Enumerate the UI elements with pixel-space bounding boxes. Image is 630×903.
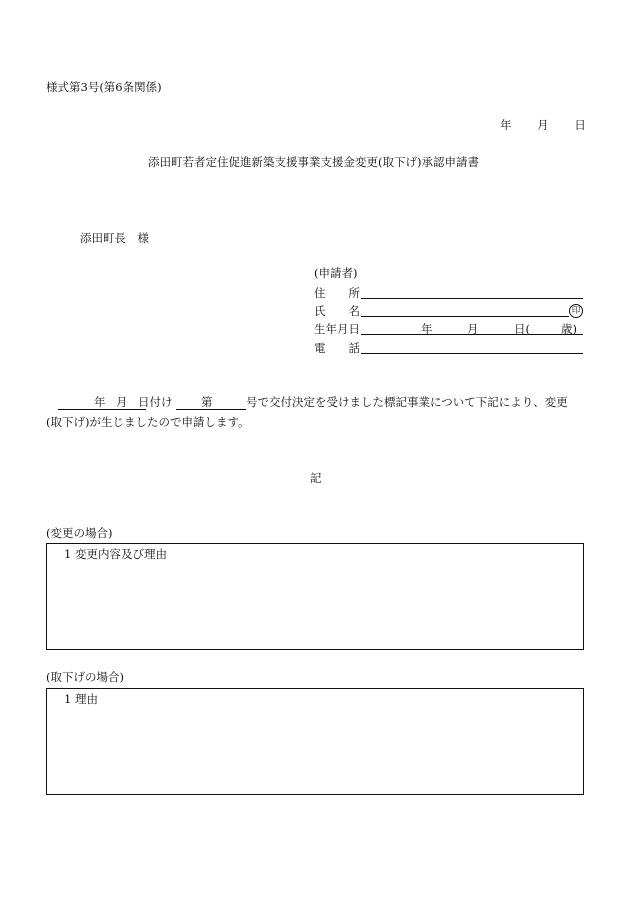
- birth-year: 年: [421, 322, 433, 336]
- date-line: [500, 120, 586, 132]
- change-box[interactable]: [46, 543, 584, 650]
- body-year: 年: [94, 395, 106, 409]
- document-title: 添田町若者定住促進新築支援事業支援金変更(取下げ)承認申請書: [148, 155, 479, 169]
- birth-day: 日(: [514, 322, 530, 336]
- body-line-1: [58, 397, 568, 410]
- body-day: 日付け: [138, 395, 173, 409]
- change-section-heading: (変更の場合): [46, 526, 113, 540]
- address-field[interactable]: [361, 298, 583, 299]
- date-year: 年: [500, 118, 512, 132]
- withdraw-box[interactable]: [46, 688, 584, 795]
- seal-mark: [569, 304, 583, 318]
- change-item: 1 変更内容及び理由: [64, 547, 167, 561]
- addressee: 添田町長 様: [80, 231, 149, 245]
- phone-field[interactable]: [361, 353, 583, 354]
- body-go-text: 号で交付決定を受けました標記事業について下記により、変更: [246, 395, 568, 409]
- name-field[interactable]: [361, 316, 569, 317]
- withdraw-section-heading: (取下げの場合): [46, 670, 124, 684]
- body-line-2: (取下げ)が生じましたので申請します。: [46, 415, 250, 429]
- seal-text: 印: [569, 304, 583, 318]
- body-month: 月: [116, 395, 128, 409]
- date-day: 日: [574, 118, 586, 132]
- birth-month: 月: [467, 322, 479, 336]
- form-number: 様式第3号(第6条関係): [46, 80, 162, 94]
- number-blank[interactable]: [176, 397, 246, 410]
- date-month: 月: [537, 118, 549, 132]
- name-label: 氏 名: [314, 304, 360, 318]
- body-dai: 第: [201, 395, 213, 409]
- birth-age: 歳): [561, 322, 577, 336]
- address-label: 住 所: [314, 286, 360, 300]
- ki-heading: 記: [310, 471, 322, 485]
- withdraw-item: 1 理由: [64, 692, 98, 706]
- phone-label: 電 話: [314, 341, 360, 355]
- applicant-heading: (申請者): [314, 266, 358, 280]
- date-blank[interactable]: [58, 395, 173, 410]
- birth-label: 生年月日: [314, 322, 360, 336]
